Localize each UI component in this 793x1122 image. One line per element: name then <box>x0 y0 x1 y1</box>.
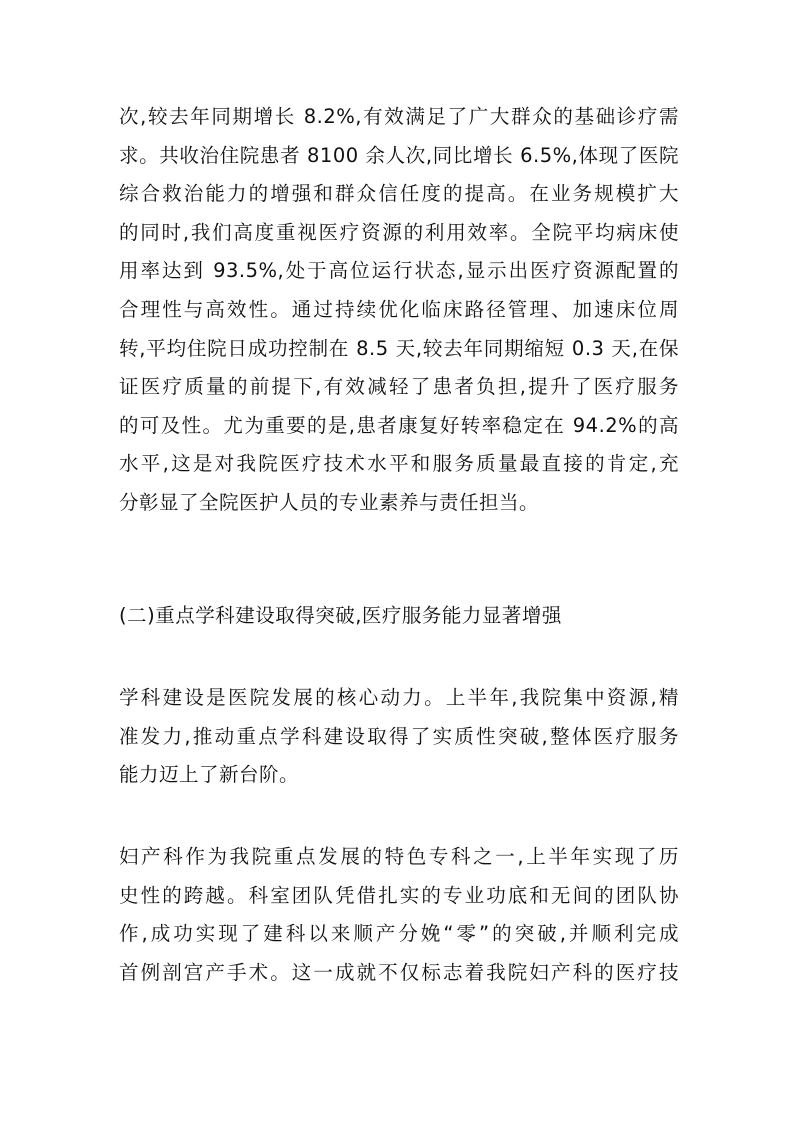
text-line: 的同时,我们高度重视医疗资源的利用效率。全院平均病床使 <box>119 220 679 244</box>
paragraph-statistics <box>119 98 679 523</box>
paragraph-discipline-building <box>119 679 679 795</box>
text-line: 证医疗质量的前提下,有效减轻了患者负担,提升了医疗服务 <box>119 375 679 399</box>
text-line: 水平,这是对我院医疗技术水平和服务质量最直接的肯定,充 <box>119 452 679 476</box>
text-line: 用率达到 93.5%,处于高位运行状态,显示出医疗资源配置的 <box>119 259 679 283</box>
text-line: 妇产科作为我院重点发展的特色专科之一,上半年实现了历 <box>119 845 679 868</box>
section-heading-text: (二)重点学科建设取得突破,医疗服务能力显著增强 <box>119 604 562 627</box>
text-line: 的可及性。尤为重要的是,患者康复好转率稳定在 94.2%的高 <box>119 413 679 437</box>
text-line: 准发力,推动重点学科建设取得了实质性突破,整体医疗服务 <box>119 724 679 748</box>
text-line: 综合救治能力的增强和群众信任度的提高。在业务规模扩大 <box>119 182 679 206</box>
text-line: 转,平均住院日成功控制在 8.5 天,较去年同期缩短 0.3 天,在保 <box>119 336 679 360</box>
text-line: 求。共收治住院患者 8100 余人次,同比增长 6.5%,体现了医院 <box>119 143 679 167</box>
text-line: 首例剖宫产手术。这一成就不仅标志着我院妇产科的医疗技 <box>119 960 679 984</box>
text-line: 能力迈上了新台阶。 <box>119 763 300 787</box>
text-line: 作,成功实现了建科以来顺产分娩“零”的突破,并顺利完成 <box>119 922 679 946</box>
section-heading <box>119 597 679 636</box>
paragraph-obstetrics <box>119 838 679 992</box>
text-line: 史性的跨越。科室团队凭借扎实的专业功底和无间的团队协 <box>119 883 679 907</box>
text-line: 分彰显了全院医护人员的专业素养与责任担当。 <box>119 490 540 514</box>
text-line: 学科建设是医院发展的核心动力。上半年,我院集中资源,精 <box>119 686 679 709</box>
text-line: 合理性与高效性。通过持续优化临床路径管理、加速床位周 <box>119 297 679 321</box>
text-line: 次,较去年同期增长 8.2%,有效满足了广大群众的基础诊疗需 <box>119 105 679 128</box>
